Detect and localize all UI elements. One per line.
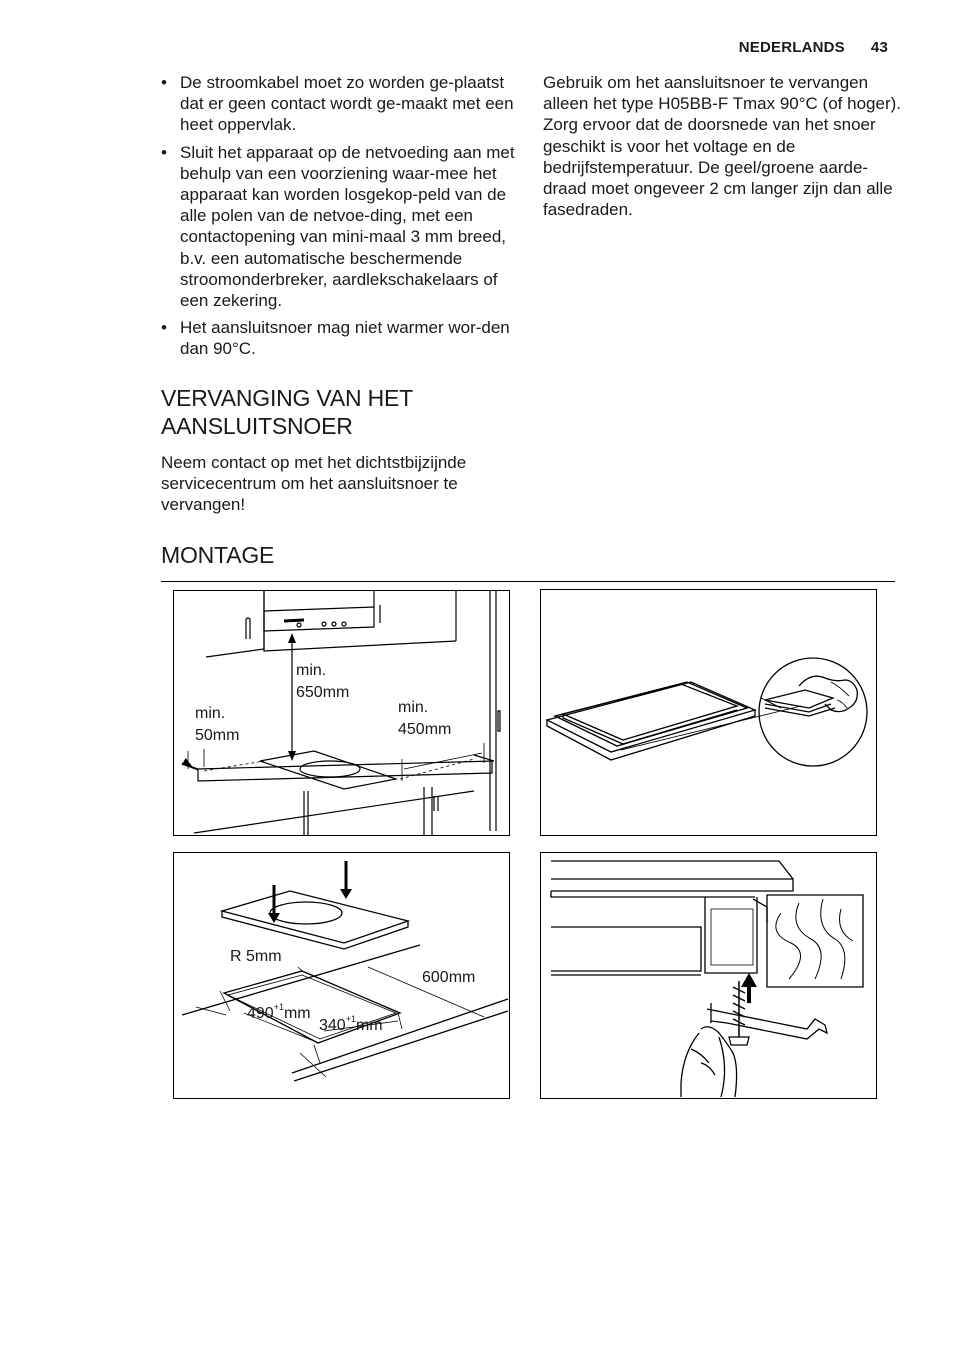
clearance-right-min: min.: [398, 699, 429, 716]
list-item: • Sluit het apparaat op de netvoeding aan met behulp van een voorziening waar-mee het apparaat kan worden losgekop-peld van de alle polen van de netvoe-ding, met een contactopening van mini-maal 3 mm breed, b.v. een automatische beschermende stroomonderbreker, aardlekschakelaars of een zekering.: [161, 142, 517, 312]
bracket-screw-illustration: [541, 853, 876, 1098]
bullet-list: [161, 72, 517, 360]
cutout-length-label: $340^{+1}mm$: [319, 1014, 383, 1034]
clearance-left-min: min.: [195, 705, 226, 722]
replacement-paragraph: Neem contact op met het dichtstbijzijnde servicecentrum om het aansluitsnoer te vervangen!: [161, 453, 467, 515]
section-title-montage: MONTAGE: [161, 542, 275, 568]
cutout-width-label: $490^{+1}mm$: [247, 1002, 311, 1022]
cable-specification-paragraph: Gebruik om het aansluitsnoer te vervangen alleen het type H05BB-F Tmax 90°C (of hoger). Zorg ervoor dat de doorsnede van het snoer geschikt is voor het voltage en de bedrijfstemperatuur. De geel/groene aarde-draad moet ongeveer 2 cm langer zijn dan alle fasedraden.: [543, 73, 901, 220]
hob-seal-illustration: [541, 590, 876, 835]
left-column: [161, 72, 517, 366]
header-language: NEDERLANDS: [738, 39, 845, 56]
figure-cutout-dimensions: [173, 852, 510, 1099]
clearance-top-value: 650mm: [296, 684, 350, 701]
figure-seal-strip: [540, 589, 877, 836]
clearance-left-value: 50mm: [195, 727, 240, 744]
figure-mounting-bracket: [540, 852, 877, 1099]
list-item: • De stroomkabel moet zo worden ge-plaatst dat er geen contact wordt ge-maakt met een heet oppervlak.: [161, 72, 517, 136]
section-divider: [161, 581, 895, 582]
clearance-top-min: min.: [296, 662, 327, 679]
right-column: [543, 72, 903, 220]
figure-clearances: [173, 590, 510, 836]
list-item: • Het aansluitsnoer mag niet warmer wor-den dan 90°C.: [161, 317, 517, 359]
cutout-radius-label: R 5mm: [230, 948, 282, 965]
page-number: 43: [870, 39, 888, 56]
page-header: [739, 39, 888, 56]
cutout-depth-label: 600mm: [422, 969, 476, 986]
clearance-right-value: 450mm: [398, 721, 452, 738]
section-title-replacement: VERVANGING VAN HET AANSLUITSNOER: [161, 385, 413, 439]
